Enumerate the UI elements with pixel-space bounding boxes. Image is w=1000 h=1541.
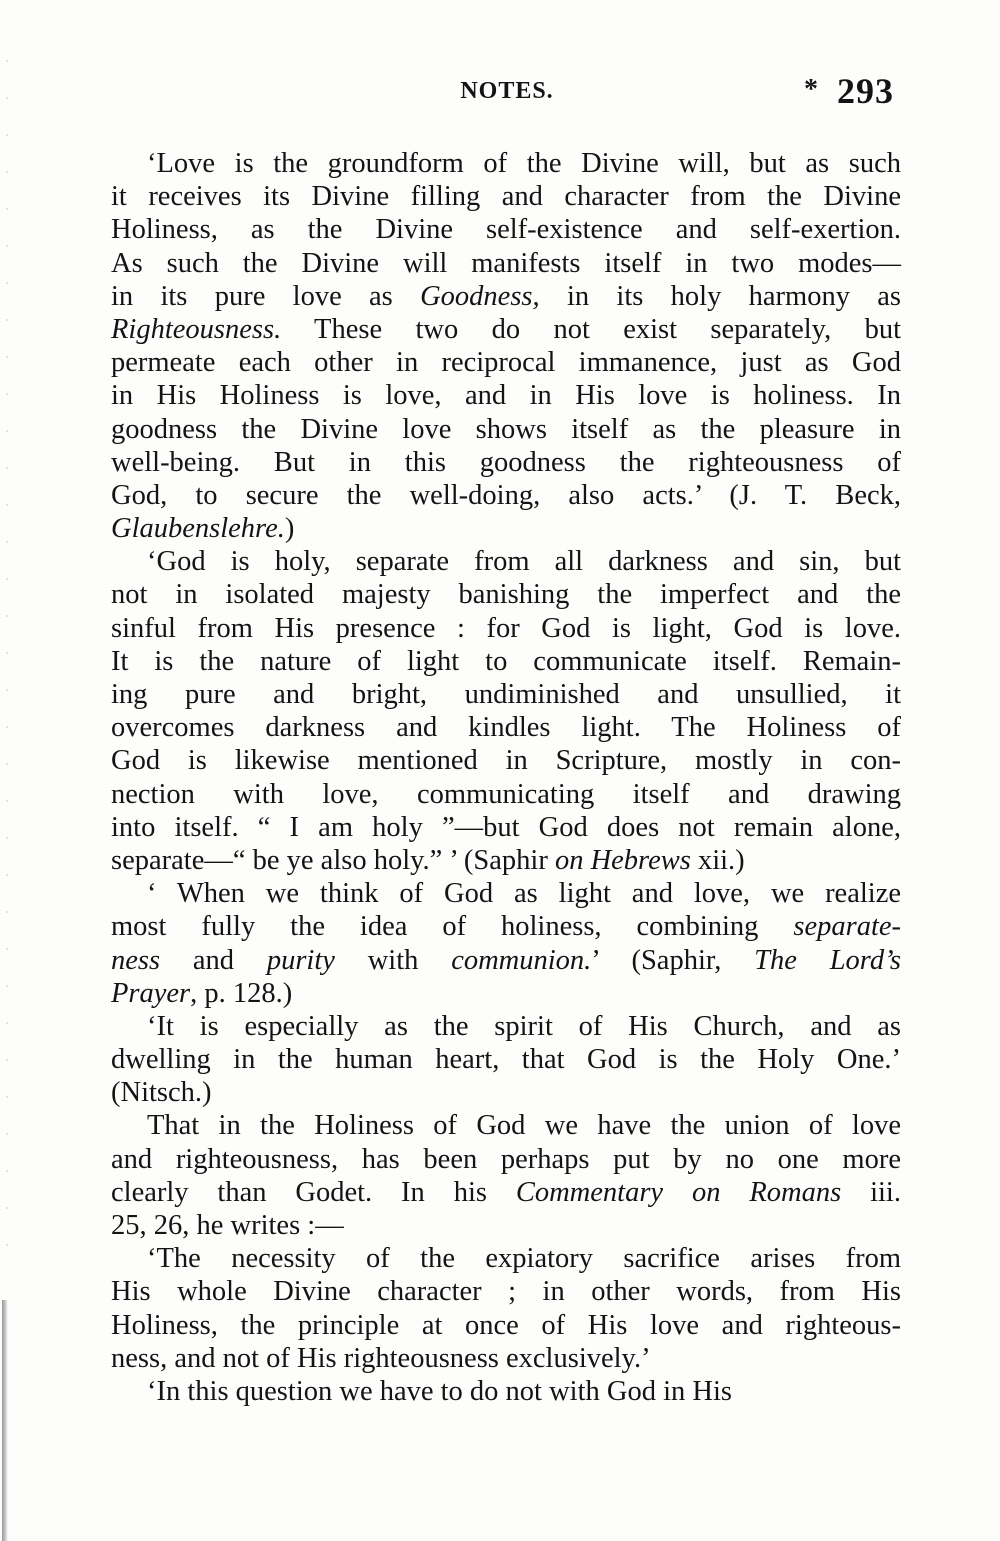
text-line: Holiness, the principle at once of His love and righteous- — [111, 1309, 901, 1341]
paragraph-first-line: ‘ When we think of God as light and love, we realize — [147, 878, 901, 910]
text-line: into itself. “ I am holy ”—but God does not remain alone, — [111, 811, 901, 843]
text-line: and righteousness, has been perhaps put by no one more — [111, 1143, 901, 1175]
italic-text: The Lord’s — [754, 944, 901, 976]
italic-text: ness — [111, 944, 161, 976]
italic-text: separate- — [793, 911, 901, 943]
italic-text: Goodness, — [420, 280, 540, 312]
text-line: ing pure and bright, undiminished and unsullied, it — [111, 679, 901, 710]
text-line — [111, 1176, 901, 1209]
italic-text: on Hebrews — [554, 844, 691, 876]
text-segment: clearly than Godet. In his — [111, 1176, 516, 1208]
text-line: in His Holiness is love, and in His love is holiness. In — [111, 380, 901, 412]
text-line — [111, 313, 901, 346]
paragraph-first-line: That in the Holiness of God we have the union of love — [147, 1110, 901, 1142]
text-line: Holiness, as the Divine self-existence and self-exertion. — [111, 214, 901, 246]
text-line: As such the Divine will manifests itself in two modes— — [111, 247, 901, 279]
running-title: NOTES. — [460, 78, 554, 104]
text-line: God is likewise mentioned in Scripture, mostly in con- — [111, 745, 901, 777]
text-line: His whole Divine character ; in other words, from His — [111, 1276, 901, 1308]
asterisk-mark: * — [804, 74, 818, 105]
italic-text: communion. — [451, 944, 592, 976]
page-number: 293 — [837, 71, 894, 111]
text-line — [111, 944, 901, 977]
text-segment: , p. 128.) — [190, 977, 293, 1009]
text-line: well-being. But in this goodness the righteousness of — [111, 446, 901, 478]
text-segment: These two do not exist separately, but — [281, 313, 901, 345]
paragraph-first-line: ‘It is especially as the spirit of His Church, and as — [147, 1010, 901, 1042]
text-line — [111, 280, 901, 313]
text-line — [111, 512, 901, 545]
page-edge-speckle — [6, 60, 8, 1260]
page-edge-shadow — [2, 1300, 8, 1541]
italic-text: Commentary on Romans — [515, 1176, 842, 1208]
text-line: goodness the Divine love shows itself as the pleasure in — [111, 413, 901, 445]
italic-text: purity — [266, 944, 335, 976]
paragraph-first-line: ‘God is holy, separate from all darkness and sin, but — [147, 546, 901, 578]
text-line: sinful from His presence : for God is light, God is love. — [111, 612, 901, 644]
text-line: it receives its Divine filling and character from the Divine — [111, 181, 901, 213]
text-segment: and — [160, 944, 267, 976]
text-line: ness, and not of His righteousness exclusively.’ — [111, 1342, 651, 1374]
text-segment: in its holy harmony as — [539, 280, 901, 312]
text-line — [111, 844, 901, 877]
text-line: dwelling in the human heart, that God is the Holy One.’ — [111, 1044, 901, 1076]
italic-text: Glaubenslehre. — [111, 513, 285, 545]
text-line: It is the nature of light to communicate itself. Remain- — [111, 645, 901, 677]
text-segment: separate—“ be ye also holy.” ’ (Saphir — [111, 844, 555, 876]
paragraph-first-line: ‘In this question we have to do not with God in His — [147, 1375, 732, 1407]
text-line: overcomes darkness and kindles light. The Holiness of — [111, 712, 901, 744]
body-text — [111, 147, 901, 1408]
text-line: permeate each other in reciprocal immanence, just as God — [111, 347, 901, 379]
text-segment: xii.) — [690, 844, 745, 876]
text-segment: in its pure love as — [111, 280, 421, 312]
text-line — [111, 910, 901, 943]
text-line: not in isolated majesty banishing the imperfect and the — [111, 579, 901, 611]
text-segment: ) — [284, 513, 295, 545]
paragraph-first-line: ‘Love is the groundform of the Divine will, but as such — [147, 148, 901, 179]
text-line: God, to secure the well-doing, also acts.’ (J. T. Beck, — [111, 479, 901, 511]
running-head — [112, 70, 902, 112]
text-line: nection with love, communicating itself and drawing — [111, 778, 901, 810]
text-segment: iii. — [841, 1176, 901, 1208]
text-line — [111, 977, 901, 1010]
text-segment: ’ (Saphir, — [591, 944, 755, 976]
paragraph-first-line: ‘The necessity of the expiatory sacrifice arises from — [147, 1243, 901, 1275]
text-line: (Nitsch.) — [111, 1077, 212, 1109]
italic-text: Prayer — [111, 977, 191, 1009]
italic-text: Righteousness. — [111, 313, 282, 345]
text-segment: with — [334, 944, 452, 976]
text-line: 25, 26, he writes :— — [111, 1210, 344, 1241]
text-segment: most fully the idea of holiness, combining — [111, 911, 794, 943]
